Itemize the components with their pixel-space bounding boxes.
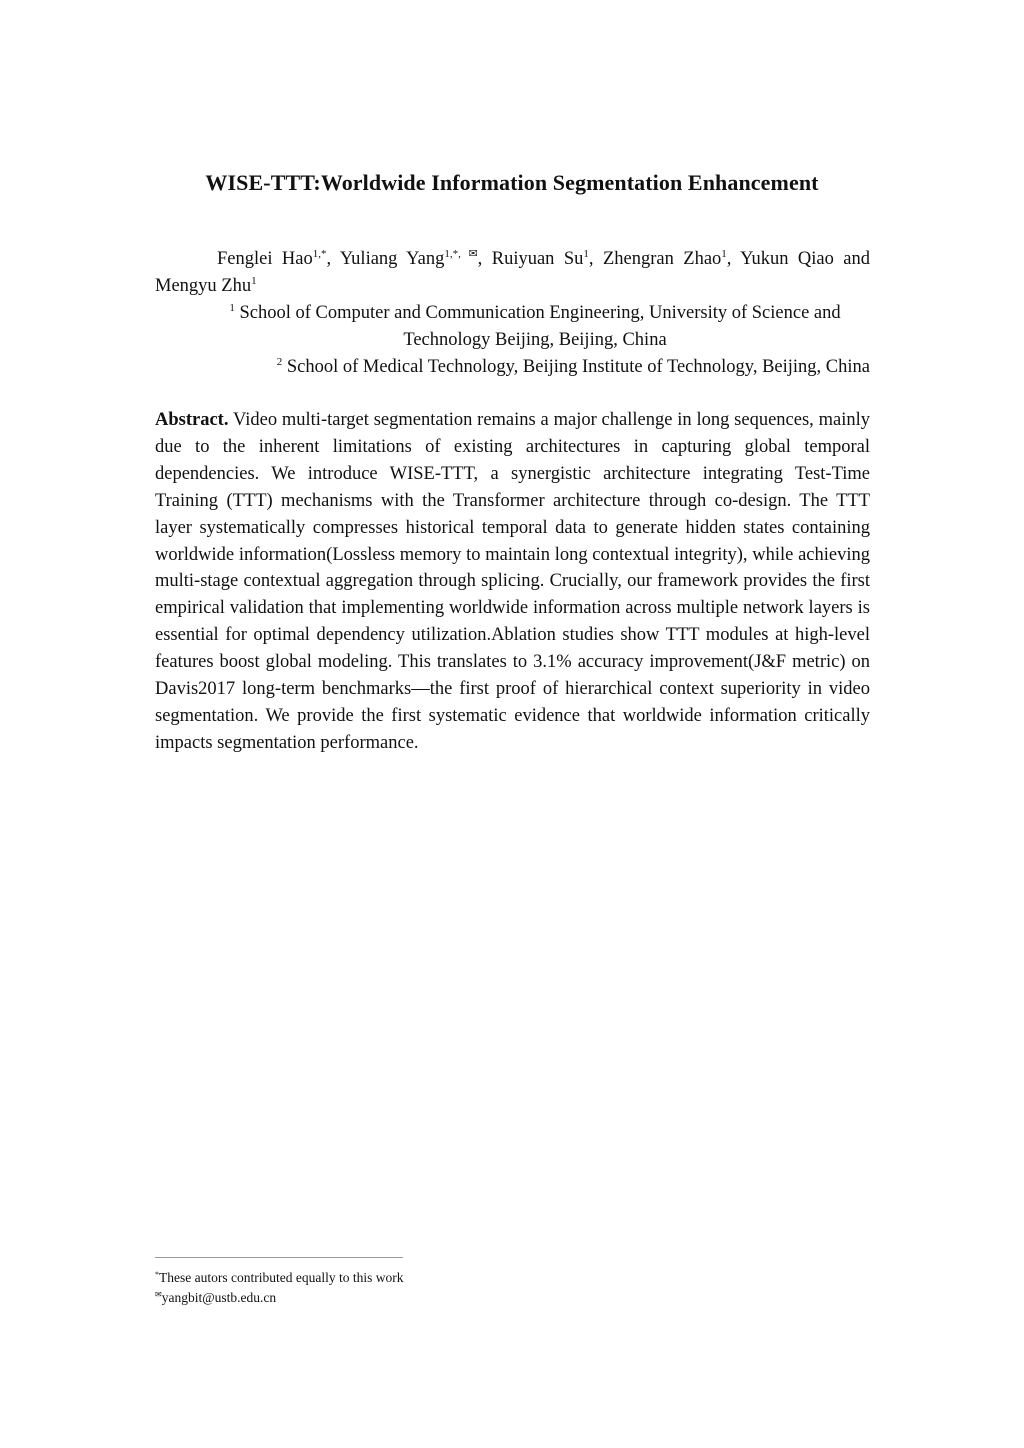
paper-title: WISE-TTT:Worldwide Information Segmentation Enhancement xyxy=(205,170,819,195)
author-separator: , xyxy=(588,249,603,269)
footnote-text: yangbit@ustb.edu.cn xyxy=(161,1290,277,1305)
affiliation-mark: 1 xyxy=(229,302,235,314)
author-name: Yuliang Yang xyxy=(339,249,445,269)
author-affiliation-mark: 1,* xyxy=(312,248,327,260)
author-affiliation-mark: 1 xyxy=(251,275,257,287)
author-separator: , xyxy=(326,249,340,269)
author-name: Yukun Qiao xyxy=(740,249,834,269)
abstract-label: Abstract. xyxy=(155,410,229,430)
abstract xyxy=(155,407,870,757)
author-name: Ruiyuan Su xyxy=(491,249,584,269)
author-name: Mengyu Zhu xyxy=(155,276,252,296)
author-affiliation-mark: 1 xyxy=(583,248,589,260)
affiliation-text: School of Medical Technology, Beijing Institute of Technology, Beijing, China xyxy=(286,357,870,377)
footnote-mark: ✉ xyxy=(155,1290,162,1299)
affiliation-1 xyxy=(205,300,865,354)
author-name: Zhengran Zhao xyxy=(602,249,722,269)
footnote-mark: * xyxy=(155,1270,159,1279)
author-affiliation-mark: 1 xyxy=(721,248,727,260)
author-separator: and xyxy=(833,249,871,269)
footnote-divider xyxy=(155,1257,403,1258)
affiliation-mark: 2 xyxy=(276,356,283,368)
affiliation-2 xyxy=(150,354,870,381)
author-name: Fenglei Hao xyxy=(217,249,313,269)
author-list xyxy=(155,246,870,300)
footnote-text: These autors contributed equally to this work xyxy=(159,1270,404,1285)
affiliation-text: School of Computer and Communication Engineering, University of Science and Technology Beijing, Beijing, China xyxy=(239,303,841,350)
footnote-equal-contribution xyxy=(155,1269,403,1287)
footnote-corresponding-email xyxy=(155,1289,276,1307)
abstract-text: Video multi-target segmentation remains a major challenge in long sequences, mainly due to the inherent limitations of existing architectures in capturing global temporal dependencies. We introduce WISE-TTT, a synergistic architecture integrating Test-Time Training (TTT) mechanisms with the Transformer architecture through co-design. The TTT layer systematically compresses historical temporal data to generate hidden states containing worldwide information(Lossless memory to maintain long contextual integrity), while achieving multi-stage contextual aggregation through splicing. Crucially, our framework provides the first empirical validation that implementing worldwide information across multiple network layers is essential for optimal dependency utilization.Ablation studies show TTT modules at high-level features boost global modeling. This translates to 3.1% accuracy improvement(J&F metric) on Davis2017 long-term benchmarks—the first proof of hierarchical context superiority in video segmentation. We provide the first systematic evidence that worldwide information critically impacts segmentation performance. xyxy=(155,410,870,753)
author-separator: , xyxy=(477,249,492,269)
author-separator: , xyxy=(726,249,741,269)
author-affiliation-mark: 1,*, ✉ xyxy=(444,248,478,260)
